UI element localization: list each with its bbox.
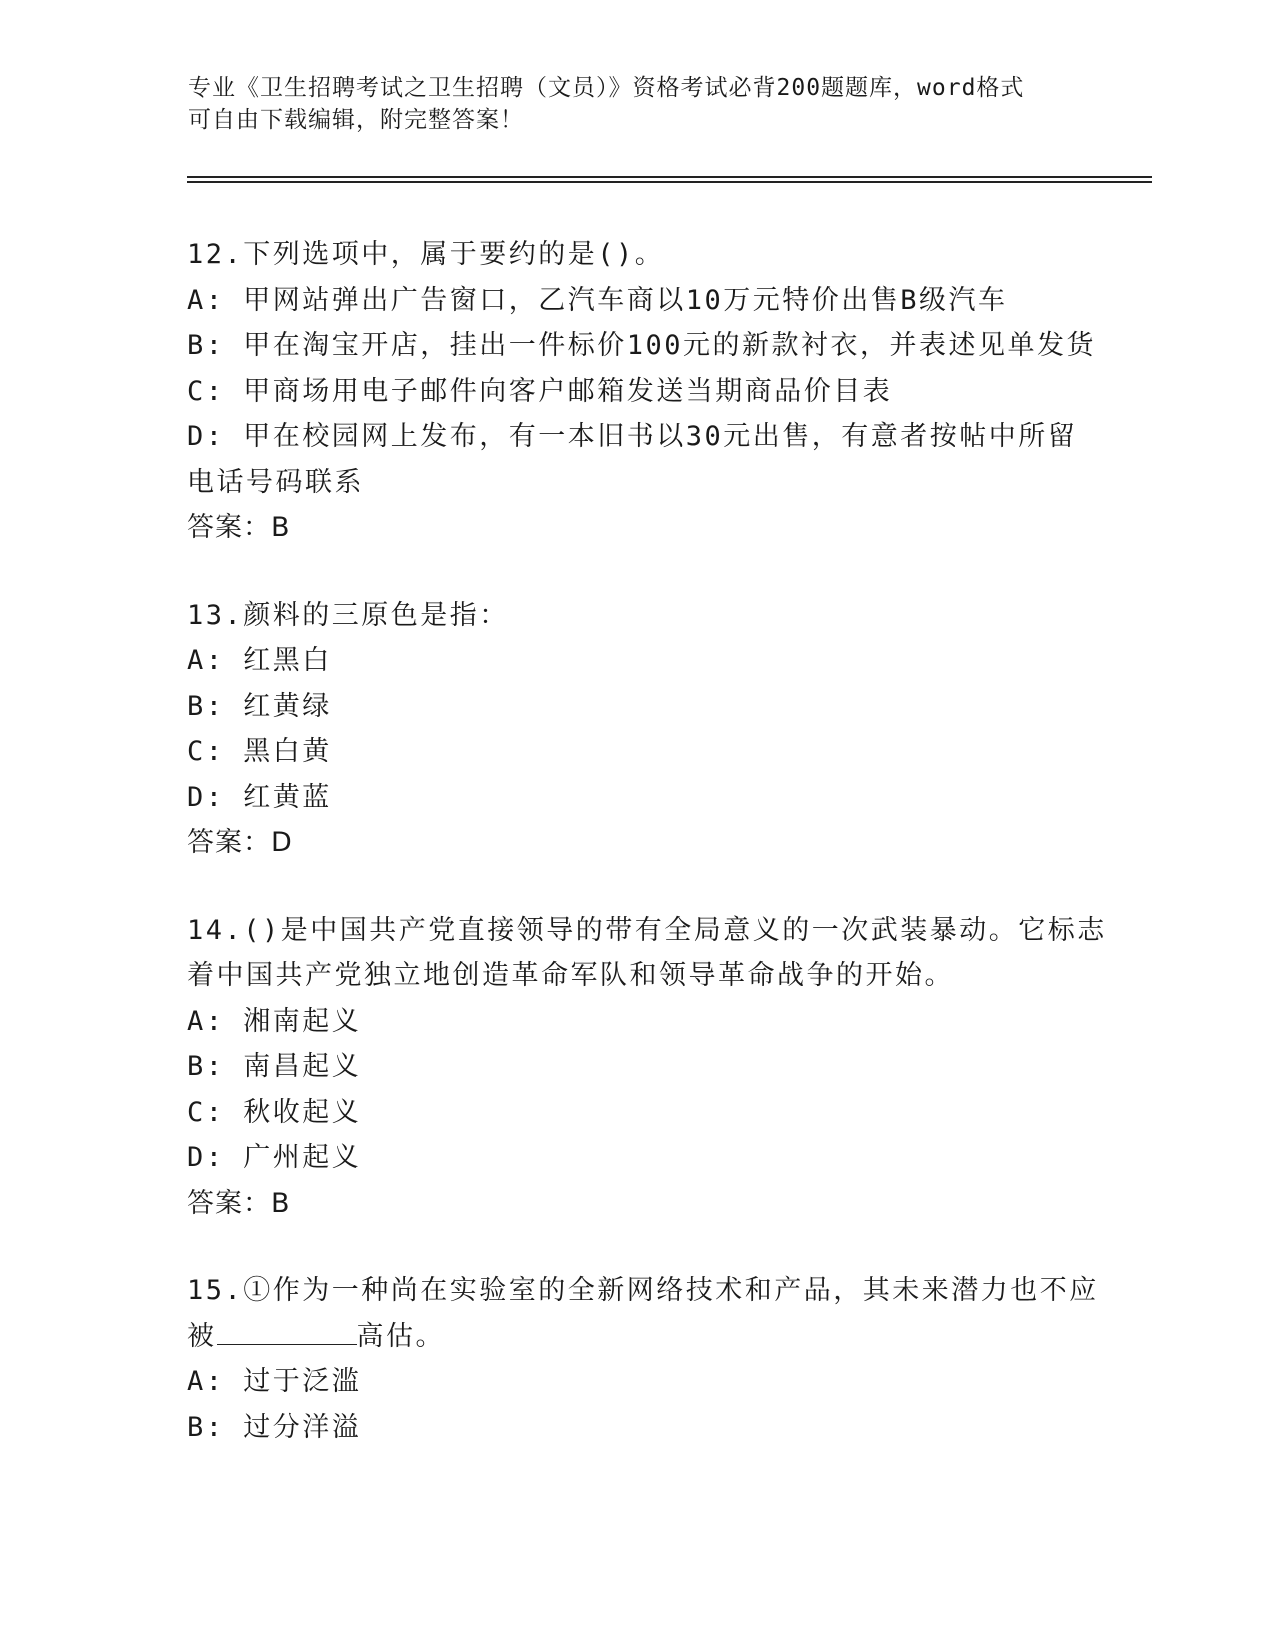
document-header <box>188 72 1068 136</box>
option-d: D: 甲在校园网上发布，有一本旧书以30元出售，有意者按帖中所留 <box>187 421 1078 452</box>
question-14 <box>187 908 1107 1227</box>
question-stem: 15.①作为一种尚在实验室的全新网络技术和产品，其未来潜力也不应 <box>187 1275 1099 1306</box>
fill-in-blank <box>217 1324 357 1345</box>
answer-line: 答案：B <box>187 1187 291 1219</box>
question-stem: 14.()是中国共产党直接领导的带有全局意义的一次武装暴动。它标志 <box>187 914 1107 946</box>
header-divider-top <box>187 176 1152 178</box>
option-d: D: 广州起义 <box>187 1142 362 1173</box>
question-stem-continued: 着中国共产党独立地创造革命军队和领导革命战争的开始。 <box>187 960 954 991</box>
option-d: D: 红黄蓝 <box>187 781 332 813</box>
option-c: C: 黑白黄 <box>187 736 332 767</box>
question-stem-continued <box>187 1314 1087 1360</box>
question-12 <box>187 232 1097 551</box>
option-a: A: 红黑白 <box>187 645 332 676</box>
answer-line: 答案：B <box>187 512 291 543</box>
option-b: B: 红黄绿 <box>187 690 332 722</box>
header-title-line-2: 可自由下载编辑，附完整答案！ <box>188 107 524 133</box>
option-b: B: 过分洋溢 <box>187 1411 362 1443</box>
stem-blank-prefix: 被 <box>187 1320 217 1352</box>
option-a: A: 甲网站弹出广告窗口，乙汽车商以10万元特价出售B级汽车 <box>187 284 1008 316</box>
question-13 <box>187 593 1087 866</box>
option-b: B: 南昌起义 <box>187 1051 362 1082</box>
question-15 <box>187 1268 1099 1450</box>
stem-blank-suffix: 高估。 <box>356 1320 445 1352</box>
question-stem: 12.下列选项中，属于要约的是()。 <box>187 239 665 270</box>
answer-line: 答案：D <box>187 827 293 858</box>
option-a: A: 湘南起义 <box>187 1005 362 1037</box>
option-d-continued: 电话号码联系 <box>187 466 364 498</box>
option-a: A: 过于泛滥 <box>187 1366 362 1397</box>
option-c: C: 甲商场用电子邮件向客户邮箱发送当期商品价目表 <box>187 375 893 407</box>
question-list <box>187 232 1107 1492</box>
header-divider-bottom <box>187 181 1152 183</box>
option-c: C: 秋收起义 <box>187 1096 362 1128</box>
question-stem: 13.颜料的三原色是指： <box>187 599 509 631</box>
option-b: B: 甲在淘宝开店，挂出一件标价100元的新款衬衣，并表述见单发货 <box>187 330 1097 361</box>
header-title-line-1: 专业《卫生招聘考试之卫生招聘（文员）》资格考试必背200题题库，word格式 <box>188 75 1025 101</box>
